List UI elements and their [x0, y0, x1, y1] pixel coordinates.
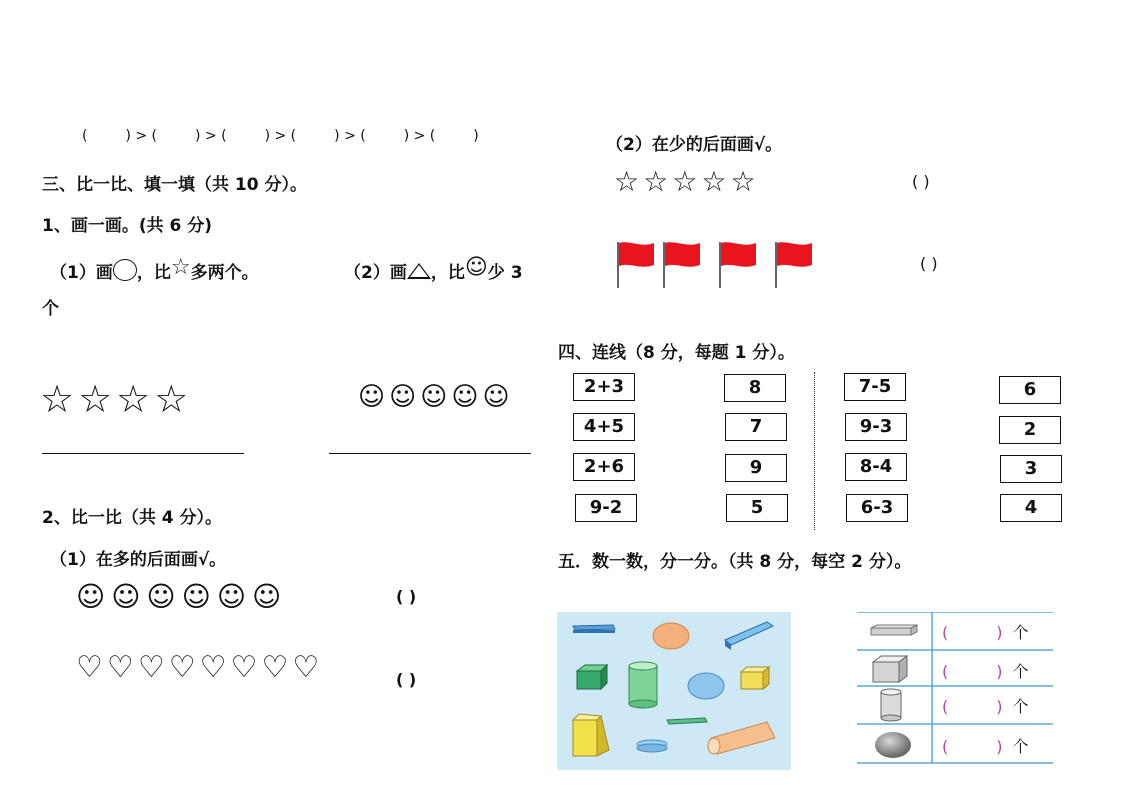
match-box[interactable]: 6: [999, 376, 1061, 404]
match-box[interactable]: 9: [725, 454, 787, 482]
count-row-3[interactable]: ( ) 个: [942, 697, 1029, 716]
q1-title: 1、画一画。(共 6 分): [42, 216, 213, 236]
heart-row: [76, 650, 319, 685]
smile-icon: ☺: [482, 382, 510, 412]
flag-icon: [664, 242, 700, 288]
q1-2-wrap: 个: [42, 299, 59, 319]
triangle-icon: [407, 263, 431, 279]
match-box[interactable]: 7: [725, 413, 787, 441]
shapes-picture: [557, 612, 791, 770]
match-box[interactable]: 2+6: [573, 453, 635, 481]
section4-title: 四、连线（8 分，每题 1 分）。: [558, 343, 795, 363]
star-icon: ☆: [701, 165, 727, 198]
divider-dotted: [814, 372, 815, 530]
star-icon: ☆: [672, 165, 698, 198]
smile-row: [358, 382, 510, 412]
star-icon: ☆: [78, 377, 113, 421]
match-box[interactable]: 9-3: [845, 413, 907, 441]
flag-icons: [616, 240, 826, 290]
q2-1: （1）在多的后面画√。: [50, 550, 227, 570]
heart-icon: ♡: [106, 650, 134, 685]
star-icon: ☆: [643, 165, 669, 198]
heart-icon: ♡: [261, 650, 289, 685]
smile-icon: ☺: [358, 382, 386, 412]
q1-1: （1）画 ，比☆多两个。: [50, 255, 259, 283]
star-icon: ☆: [614, 165, 640, 198]
match-box[interactable]: 5: [726, 494, 788, 522]
star5-row: [614, 165, 756, 198]
heart-icon: ♡: [292, 650, 320, 685]
smile-icon: ☺: [451, 382, 479, 412]
q2-title: 2、比一比（共 4 分）。: [42, 508, 222, 528]
smile-icon: ☺: [464, 255, 488, 280]
smile-icon: ☺: [216, 580, 247, 613]
smile-icon: ☺: [76, 580, 106, 613]
smile6-row: [76, 580, 281, 613]
heart-icon: ♡: [230, 650, 258, 685]
heart-icon: ♡: [168, 650, 196, 685]
star-icon: ☆: [154, 377, 189, 421]
smile-icon: ☺: [111, 580, 141, 613]
answer-blank-less-1[interactable]: ( ): [912, 172, 930, 191]
match-box[interactable]: 7-5: [844, 373, 906, 401]
heart-icon: ♡: [137, 650, 165, 685]
match-box[interactable]: 8: [724, 374, 786, 402]
star-icon: ☆: [730, 165, 756, 198]
flag-icon: [618, 242, 654, 288]
match-box[interactable]: 3: [1000, 455, 1062, 483]
star-row: [40, 377, 189, 421]
smile-icon: ☺: [146, 580, 176, 613]
count-row-4[interactable]: ( ) 个: [942, 737, 1029, 756]
star-icon: ☆: [40, 377, 75, 421]
circle-icon: [113, 259, 137, 281]
flag-icon: [720, 242, 756, 288]
q1-2: （2）画 ，比☺少 3: [344, 255, 523, 283]
section3-title: 三、比一比、填一填（共 10 分）。: [42, 175, 307, 195]
match-box[interactable]: 6-3: [846, 494, 908, 522]
flag-row: [616, 240, 826, 290]
count-row-1[interactable]: ( ) 个: [942, 623, 1029, 642]
smile-icon: ☺: [420, 382, 448, 412]
match-box[interactable]: 4: [1000, 494, 1062, 522]
match-box[interactable]: 4+5: [573, 413, 635, 441]
match-box[interactable]: 2+3: [573, 373, 635, 401]
smile-icon: ☺: [181, 580, 211, 613]
answer-line-2[interactable]: [329, 453, 531, 454]
q2-2: （2）在少的后面画√。: [606, 135, 783, 155]
answer-line-1[interactable]: [42, 453, 244, 454]
answer-blank-more-1[interactable]: ( ): [396, 587, 417, 606]
match-box[interactable]: 2: [999, 416, 1061, 444]
heart-icon: ♡: [76, 650, 103, 685]
match-box[interactable]: 9-2: [575, 494, 637, 522]
answer-blank-less-2[interactable]: ( ): [920, 254, 938, 273]
star-icon: ☆: [116, 377, 151, 421]
answer-blank-more-2[interactable]: ( ): [396, 670, 417, 689]
order-row: ( ) > ( ) > ( ) > ( ) > ( ) > ( ): [82, 128, 479, 144]
smile-icon: ☺: [252, 580, 282, 613]
heart-icon: ♡: [199, 650, 227, 685]
match-box[interactable]: 8-4: [845, 453, 907, 481]
smile-icon: ☺: [389, 382, 417, 412]
star-icon: ☆: [170, 255, 191, 280]
count-row-2[interactable]: ( ) 个: [942, 662, 1029, 681]
section5-title: 五．数一数，分一分。（共 8 分，每空 2 分）。: [558, 552, 912, 572]
shapes-illustration: [557, 612, 791, 770]
flag-icon: [776, 242, 812, 288]
